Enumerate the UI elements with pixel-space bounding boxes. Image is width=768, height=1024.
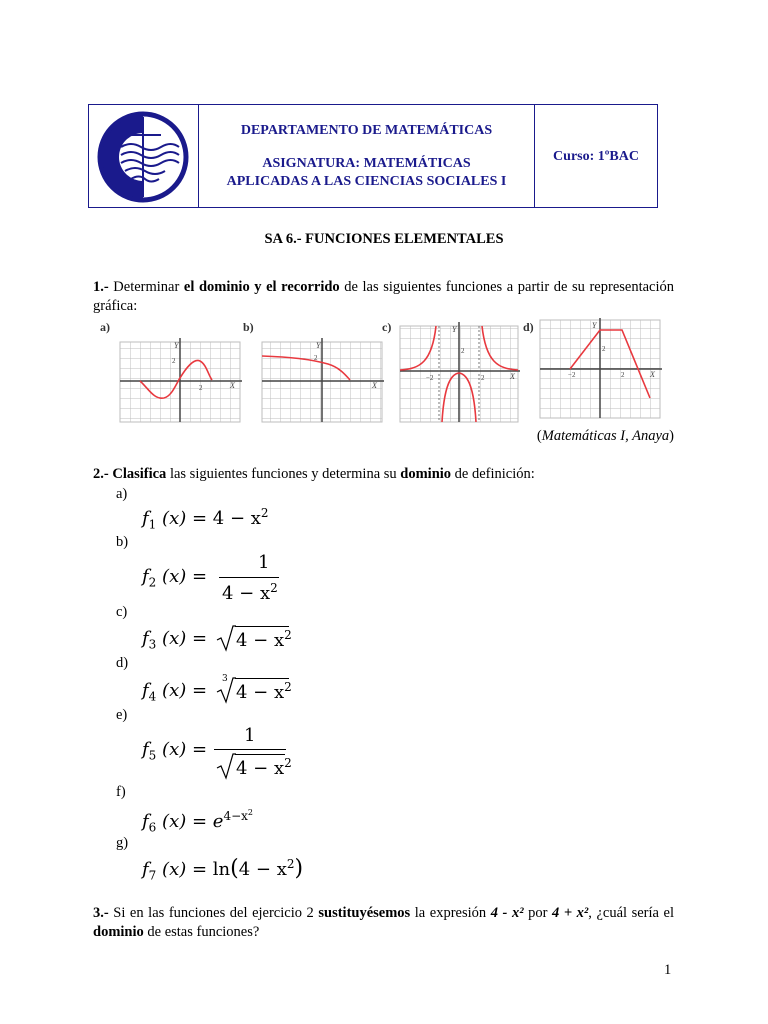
exercise-2-bold-1: Clasifica	[108, 466, 167, 482]
ex3-t2: la expresión	[410, 905, 491, 921]
graph-c-tick-pos: 2	[481, 374, 485, 382]
graph-b-y-axis: Y	[316, 341, 321, 350]
f7-exp: 2	[286, 857, 295, 871]
f5-radical-bar	[235, 754, 285, 755]
department-name: DEPARTAMENTO DE MATEMÁTICAS	[240, 123, 493, 138]
exercise-3-statement	[93, 904, 674, 942]
document-title: SA 6.- FUNCIONES ELEMENTALES	[264, 231, 504, 247]
f5-name: f	[142, 739, 149, 760]
f4-name: f	[142, 680, 149, 701]
exercise-1-bold: el dominio y el recorrido	[183, 279, 340, 295]
graph-c-y-axis: Y	[452, 325, 457, 334]
formula-f2	[142, 566, 207, 590]
graph-d-tick-pos: 2	[621, 371, 625, 379]
f7-body: 4 − x	[238, 859, 287, 880]
f6-arg: (x) =	[162, 811, 208, 832]
option-c-label: c)	[116, 604, 128, 620]
graph-d-y-axis: Y	[592, 321, 597, 330]
graph-a-tick-y: 2	[172, 357, 176, 365]
ex3-bi2: 4 + x²	[552, 905, 589, 921]
f2-arg: (x) =	[162, 566, 208, 587]
f1-exp: 2	[260, 506, 269, 520]
ex3-bi1: 4 - x²	[490, 905, 524, 921]
formula-f4	[142, 680, 207, 704]
f6-sub: 6	[148, 820, 157, 835]
subject-line-2: APLICADAS A LAS CIENCIAS SOCIALES I	[226, 174, 507, 189]
f3-name: f	[142, 628, 149, 649]
graph-b-x-axis: X	[372, 381, 377, 390]
f7-arg: (x) =	[162, 859, 208, 880]
ex3-t5: de estas funciones?	[143, 924, 260, 940]
graph-a-y-axis: Y	[174, 341, 179, 350]
graph-b-tick-y: 2	[314, 354, 318, 362]
cbrt-symbol-f4	[216, 676, 236, 704]
graphs-row	[100, 318, 670, 424]
f3-exp: 2	[284, 628, 292, 642]
sqrt-symbol-f3	[216, 624, 236, 652]
f3-body: 4 − x	[236, 630, 285, 651]
subject	[199, 155, 534, 191]
department-cell	[199, 105, 535, 207]
ex3-t3: por	[523, 905, 553, 921]
f1-body: 4 − x	[212, 508, 261, 529]
f5-arg: (x) =	[162, 739, 208, 760]
f2-name: f	[142, 566, 149, 587]
f4-body: 4 − x	[236, 682, 285, 703]
f7-name: f	[142, 859, 149, 880]
ex3-t1: Si en las funciones del ejercicio 2	[108, 905, 319, 921]
f5-body: 4 − x	[236, 758, 285, 779]
f5-numerator: 1	[244, 725, 256, 746]
formula-f3	[142, 628, 207, 652]
option-g-label: g)	[116, 835, 129, 851]
f2-numerator: 1	[258, 552, 270, 573]
exercise-2-text-2: de definición:	[451, 466, 535, 482]
f6-name: f	[142, 811, 149, 832]
sqrt-symbol-f5	[216, 752, 236, 780]
exercise-1-number: 1.-	[93, 279, 109, 295]
exercise-2-statement	[93, 465, 674, 484]
exercise-1-text: Determinar	[108, 279, 184, 295]
graph-c	[400, 322, 520, 422]
exercise-1-text-after: de las siguientes funciones a partir de su representación gráfica:	[93, 279, 675, 314]
graph-source	[537, 427, 674, 446]
graph-d-tick-y: 2	[602, 345, 606, 353]
f3-sub: 3	[148, 637, 157, 652]
graphs-svg	[100, 318, 670, 424]
f2-fraction-bar	[219, 577, 279, 578]
exercise-2-text-1: las siguientes funciones y determina su	[166, 466, 401, 482]
header-table	[88, 104, 658, 208]
formula-f7: $f_7$ $(x) = \ln(4 - x^2)$	[142, 856, 304, 883]
graph-c-tick-neg: −2	[426, 374, 434, 382]
subject-line-1: ASIGNATURA: MATEMÁTICAS	[262, 156, 471, 171]
option-d-label: d)	[116, 655, 129, 671]
f3-arg: (x) =	[162, 628, 208, 649]
graph-a-label: a)	[100, 320, 110, 334]
option-b-label: b)	[116, 534, 129, 550]
f1-sub: 1	[148, 517, 157, 532]
graph-c-x-axis: X	[510, 372, 515, 381]
f4-sub: 4	[148, 689, 157, 704]
option-e-label: e)	[116, 707, 128, 723]
graph-b	[262, 338, 384, 422]
f4-exp: 2	[284, 680, 292, 694]
graph-d-tick-neg: −2	[568, 371, 576, 379]
f1-name: f	[142, 508, 149, 529]
exercise-2-number: 2.-	[93, 466, 109, 482]
graph-d-x-axis: X	[650, 370, 655, 379]
f2-sub: 2	[148, 575, 157, 590]
graph-c-label: c)	[382, 320, 392, 334]
source-paren-close: )	[669, 428, 674, 444]
f6-base: e	[212, 811, 224, 832]
exercise-2-bold-2: dominio	[400, 466, 452, 482]
source-text: Matemáticas I, Anaya	[541, 428, 670, 444]
f7-ln: ln	[212, 859, 231, 880]
exercise-3-number: 3.-	[93, 905, 109, 921]
f4-radicand	[236, 680, 292, 703]
f5-radicand	[236, 756, 292, 779]
graph-a-tick-x: 2	[199, 384, 203, 392]
graph-a	[120, 338, 242, 422]
course-label: Curso: 1ºBAC	[553, 149, 639, 164]
option-f-label: f)	[116, 784, 126, 800]
f4-arg: (x) =	[162, 680, 208, 701]
graph-b-label: b)	[243, 320, 254, 334]
f5-fraction-bar	[214, 749, 286, 750]
f3-radical-bar	[235, 626, 289, 627]
ex3-b1: sustituyésemos	[318, 905, 411, 921]
f1-arg: (x) =	[162, 508, 208, 529]
course-cell	[535, 105, 657, 207]
f2-den-exp: 2	[270, 581, 278, 595]
graph-a-x-axis: X	[230, 381, 235, 390]
f7-sub: 7	[148, 868, 157, 883]
f4-cube-index: 3	[222, 674, 228, 684]
graph-d	[540, 318, 662, 418]
graph-c-tick-y: 2	[461, 347, 465, 355]
exercise-1-statement	[93, 278, 674, 316]
f2-denominator	[222, 581, 278, 604]
school-logo	[89, 105, 199, 209]
graph-d-label: d)	[523, 320, 534, 334]
f3-radicand	[236, 628, 292, 651]
formula-f1	[142, 506, 269, 532]
f5-exp: 2	[284, 756, 292, 770]
page-number: 1	[664, 962, 672, 978]
f4-radical-bar	[235, 678, 289, 679]
ex3-b2: dominio	[93, 924, 144, 940]
f6-exp: 4−x	[223, 809, 248, 823]
logo-cell	[89, 105, 199, 207]
f5-sub: 5	[148, 748, 157, 763]
f6-exp-sq: 2	[247, 808, 253, 817]
source-paren-open: (	[536, 428, 542, 444]
option-a-label: a)	[116, 486, 128, 502]
formula-f6	[142, 808, 253, 835]
formula-f5	[142, 739, 207, 763]
ex3-t4: , ¿cuál sería el	[588, 905, 674, 921]
f2-den-body: 4 − x	[222, 583, 271, 604]
